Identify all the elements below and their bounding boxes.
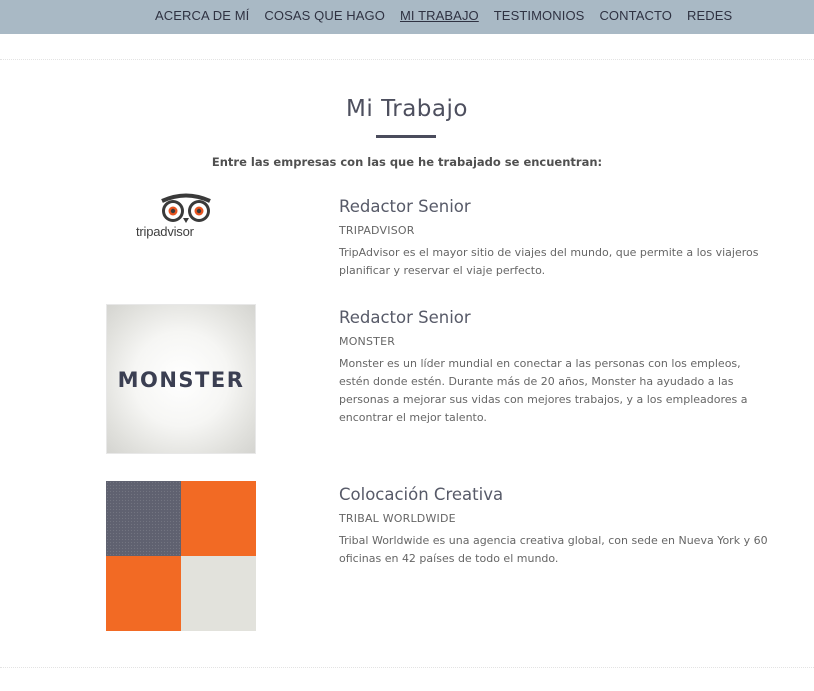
nav-item-contacto[interactable]: CONTACTO [599, 8, 672, 23]
nav-item-cosas[interactable]: COSAS QUE HAGO [264, 8, 385, 23]
job-entry-monster [339, 308, 769, 427]
job-entry-tribal [339, 485, 769, 568]
title-underline [376, 135, 436, 138]
section-title: Mi Trabajo [346, 96, 468, 122]
nav-item-mi-trabajo[interactable]: MI TRABAJO [399, 8, 479, 23]
tribal-tile-orange-top [181, 481, 256, 556]
job-description: Monster es un líder mundial en conectar a las personas con los empleos, estén donde estén. Durante más de 20 años, Monster ha ayudado a las personas a mejorar sus vidas con mejores trabajos, y a los empleadores a encontrar el mejor talento. [339, 357, 748, 424]
top-navigation [0, 0, 814, 34]
tripadvisor-wordmark: tripadvisor [136, 224, 194, 239]
nav-menu [155, 8, 747, 23]
job-description: Tribal Worldwide es una agencia creativa global, con sede en Nueva York y 60 oficinas en 42 países de todo el mundo. [339, 534, 768, 565]
section-intro: Entre las empresas con las que he trabajado se encuentran: [211, 155, 603, 169]
nav-item-redes[interactable]: REDES [686, 8, 733, 23]
tribal-tile-light [181, 556, 256, 631]
job-title: Redactor Senior [339, 197, 471, 216]
job-title: Redactor Senior [339, 308, 471, 327]
section-divider-bottom [0, 667, 814, 668]
monster-logo [106, 304, 256, 454]
job-entry-tripadvisor [339, 197, 769, 280]
job-company: MONSTER [339, 335, 396, 348]
section-divider-top [0, 59, 814, 60]
tripadvisor-logo [130, 190, 220, 250]
tribal-worldwide-logo [106, 481, 256, 631]
nav-item-testimonios[interactable]: TESTIMONIOS [493, 8, 585, 23]
monster-wordmark: MONSTER [117, 368, 245, 392]
nav-item-acerca[interactable]: ACERCA DE MÍ [155, 8, 250, 23]
job-description: TripAdvisor es el mayor sitio de viajes del mundo, que permite a los viajeros planificar y reservar el viaje perfecto. [339, 246, 759, 277]
owl-icon [156, 192, 216, 226]
job-company: TRIPADVISOR [339, 224, 415, 237]
tribal-tile-gray [106, 481, 181, 556]
job-company: TRIBAL WORLDWIDE [339, 512, 456, 525]
job-title: Colocación Creativa [339, 485, 504, 504]
tribal-tile-orange-bottom [106, 556, 181, 631]
